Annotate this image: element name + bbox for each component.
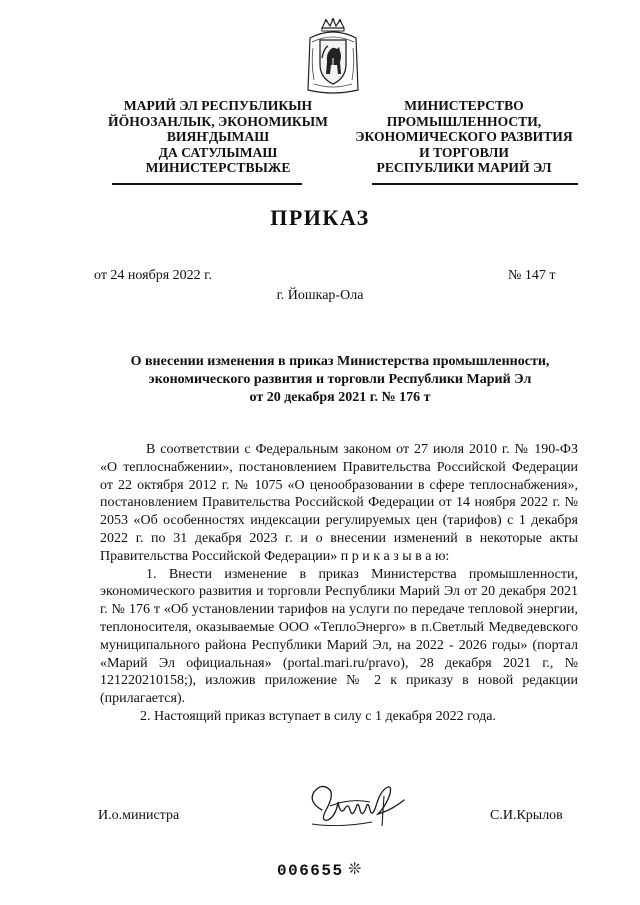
ministry-name-mari bbox=[98, 98, 338, 176]
header-underline-left bbox=[112, 183, 302, 185]
ministry-name-russian-line: ЭКОНОМИЧЕСКОГО РАЗВИТИЯ bbox=[355, 129, 573, 145]
document-date: от 24 ноября 2022 г. bbox=[94, 268, 212, 283]
ministry-name-russian-line: ПРОМЫШЛЕННОСТИ, bbox=[386, 113, 542, 129]
document-subject-line: О внесении изменения в приказ Министерства промышленности, bbox=[130, 354, 550, 369]
signer-position: И.о.министра bbox=[98, 808, 180, 823]
document-number: № 147 т bbox=[508, 268, 556, 283]
document-subject-line: от 20 декабря 2021 г. № 176 т bbox=[249, 390, 431, 405]
body-paragraph-preamble: В соответствии с Федеральным законом от 27 июля 2010 г. № 190-ФЗ «О теплоснабжении», постановлением Правительства Российской Федерации от 22 октября 2012 г. № 1075 «О ценообразовании в сфере теплоснабжения», постановлением Правительства Российской Федерации от 14 ноября 2022 г. № 2053 «Об особенностях индексации регулируемых цен (тарифов) с 1 декабря 2022 г. по 31 декабря 2023 г. и о внесении изменений в некоторые акты Правительства Российской Федерации» п р и к а з ы в а ю: bbox=[100, 442, 578, 564]
asterisk-mark-icon: ❊ bbox=[348, 861, 362, 878]
ministry-name-russian-line: РЕСПУБЛИКИ МАРИЙ ЭЛ bbox=[376, 160, 552, 176]
document-city: г. Йошкар-Ола bbox=[276, 288, 364, 303]
ministry-name-mari-line: ВИЯҤДЫМАШ bbox=[166, 129, 270, 145]
ministry-name-mari-line: МАРИЙ ЭЛ РЕСПУБЛИКЫН bbox=[123, 98, 313, 113]
signer-name: С.И.Крылов bbox=[490, 808, 563, 823]
form-serial-number: 006655 bbox=[277, 862, 344, 880]
document-title: ПРИКАЗ bbox=[270, 205, 370, 230]
document-body bbox=[100, 441, 578, 726]
document-subject-line: экономического развития и торговли Республики Марий Эл bbox=[148, 372, 532, 387]
ministry-name-mari-line: МИНИСТЕРСТВЫЖЕ bbox=[145, 160, 291, 176]
ministry-name-mari-line: ЙӦНОЗАНЛЫК, ЭКОНОМИКЫМ bbox=[108, 113, 328, 129]
handwritten-signature bbox=[300, 780, 420, 832]
coat-of-arms-icon bbox=[302, 18, 364, 96]
body-paragraph-item-1: 1. Внести изменение в приказ Министерства промышленности, экономического развития и торговли Республики Марий Эл от 20 декабря 2021 г. № 176 т «Об установлении тарифов на услуги по передаче тепловой энергии, теплоносителя, оказываемые ООО «ТеплоЭнерго» в п.Светлый Медведевского муниципального района Республики Марий Эл, на 2022 - 2026 годы» (портал «Марий Эл официальная» (portal.mari.ru/pravo), 28 декабря 2021 г., № 121220210158;), изложив приложение № 2 к приказу в новой редакции (прилагается). bbox=[100, 566, 578, 707]
ministry-name-russian-line: И ТОРГОВЛИ bbox=[419, 144, 509, 160]
header-underline-right bbox=[372, 183, 578, 185]
ministry-name-russian-line: МИНИСТЕРСТВО bbox=[404, 98, 524, 113]
document-subject bbox=[100, 353, 580, 407]
ministry-name-mari-line: ДА САТУЛЫМАШ bbox=[158, 144, 278, 160]
body-paragraph-item-2: 2. Настоящий приказ вступает в силу с 1 декабря 2022 года. bbox=[140, 708, 496, 724]
ministry-name-russian bbox=[340, 98, 588, 176]
